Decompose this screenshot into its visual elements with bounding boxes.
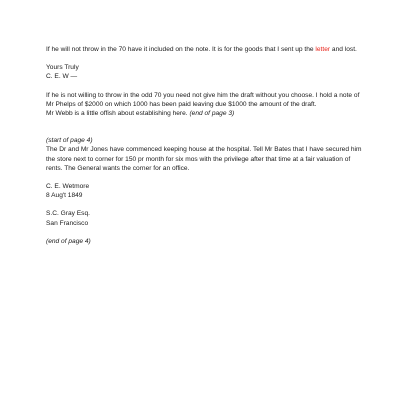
signature-name: C. E. Wetmore xyxy=(46,183,90,191)
paragraph-goods-note-tail: and lost. xyxy=(330,46,357,53)
signature-date: 8 Aug't 1849 xyxy=(46,192,83,200)
paragraph-webb xyxy=(46,109,366,118)
paragraph-webb-text: Mr Webb is a little offish about establishing here. xyxy=(46,110,188,118)
paragraph-goods-note xyxy=(46,45,366,54)
paragraph-draft: If he is not willing to throw in the odd 70 you need not give him the draft without you choose. I hold a note of Mr Phelps of $2000 on which 1000 has been paid leaving due $1000 the amount of the draft. xyxy=(46,91,360,108)
document-page xyxy=(46,45,366,246)
letter-link[interactable]: letter xyxy=(315,46,331,53)
closing-yours-truly: Yours Truly xyxy=(46,64,79,72)
start-page-4-marker: (start of page 4) xyxy=(46,137,93,145)
addressee-place: San Francisco xyxy=(46,219,89,227)
paragraph-goods-note-text: If he will not throw in the 70 have it included on the note. It is for the goods that I sent up the xyxy=(46,46,316,53)
end-page-4-marker: (end of page 4) xyxy=(46,237,91,245)
closing-signature: C. E. W — xyxy=(46,73,78,81)
end-page-3-marker: (end of page 3) xyxy=(189,110,235,118)
paragraph-hospital: The Dr and Mr Jones have commenced keeping house at the hospital. Tell Mr Bates that I have secured him the store next to corner for 150 pr month for six mos with the privilege after that time at a fair valuation of rents. The General wants the corner for an office. xyxy=(46,146,362,172)
addressee-name: S.C. Gray Esq. xyxy=(46,210,90,218)
